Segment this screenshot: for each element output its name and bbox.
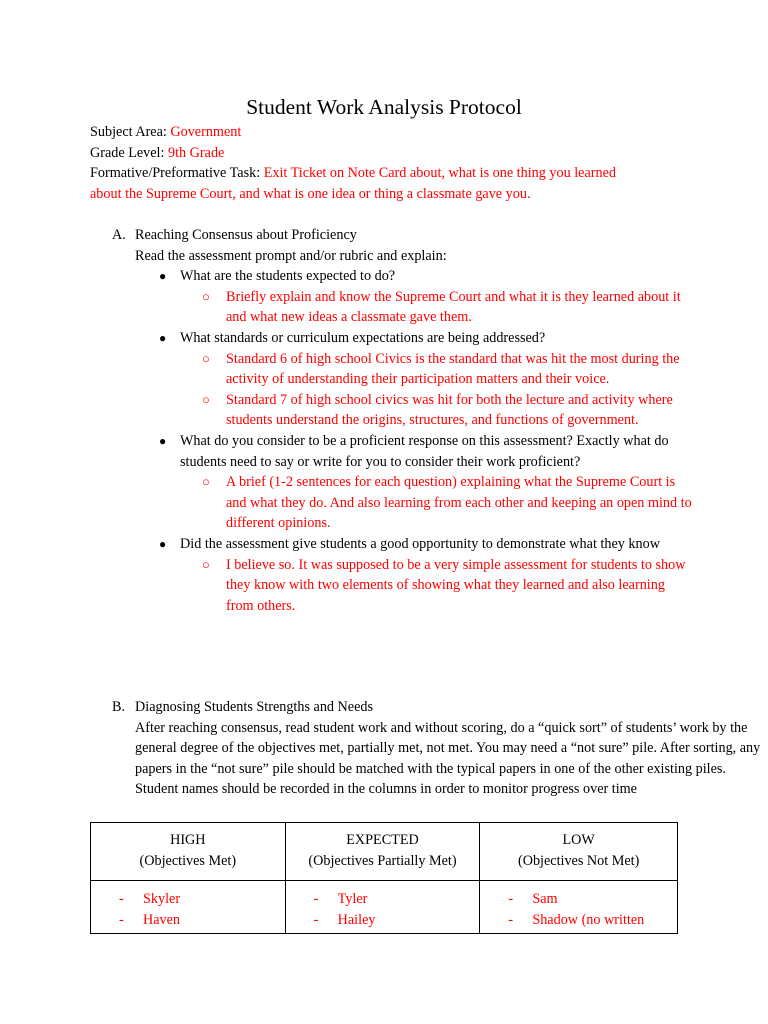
column-title: EXPECTED bbox=[346, 832, 419, 848]
answer-text: Standard 7 of high school civics was hit for both the lecture and activity where students understand the origins, structures, and functions of government. bbox=[226, 391, 673, 429]
names-cell-expected bbox=[285, 881, 480, 934]
question-bullet bbox=[112, 266, 692, 287]
section-letter: B. bbox=[112, 699, 126, 715]
table-names-row bbox=[91, 881, 678, 934]
page-title: Student Work Analysis Protocol bbox=[246, 95, 522, 119]
section-paragraph: After reaching consensus, read student work and without scoring, do a “quick sort” of students’ work by the general degree of the objectives met, partially met, not met. You may need a “not sure” pile. After sorting, any papers in the “not sure” pile should be matched with the typical papers in one of the other existing piles. Student names should be recorded in the columns in order to monitor progress over time bbox=[135, 719, 761, 798]
answer-bullet bbox=[112, 390, 692, 431]
table-header-row bbox=[91, 823, 678, 881]
task-value: Exit Ticket on Note Card about, what is one thing you learned bbox=[263, 165, 616, 182]
bullet-circle-icon: ○ bbox=[202, 288, 210, 304]
column-subtitle: (Objectives Partially Met) bbox=[308, 852, 457, 869]
question-text: What are the students expected to do? bbox=[180, 268, 396, 285]
student-name: - Skyler bbox=[119, 891, 181, 908]
section-reaching-consensus bbox=[112, 225, 692, 616]
grade-level-value: 9th Grade bbox=[168, 144, 225, 161]
question-bullet bbox=[112, 431, 692, 472]
answer-text: Briefly explain and know the Supreme Court and what it is they learned about it and what new ideas a classmate gave them. bbox=[226, 288, 681, 326]
question-text: Did the assessment give students a good opportunity to demonstrate what they know bbox=[180, 535, 660, 552]
student-name: - Tyler bbox=[313, 891, 368, 908]
answer-bullet bbox=[112, 555, 692, 617]
section-title: Diagnosing Students Strengths and Needs bbox=[135, 699, 374, 715]
column-title: LOW bbox=[562, 832, 595, 848]
answer-text: I believe so. It was supposed to be a very simple assessment for students to show they know with two elements of showing what they learned and also learning from others. bbox=[226, 556, 686, 614]
names-cell-low bbox=[480, 881, 678, 934]
task-value-continued: about the Supreme Court, and what is one idea or thing a classmate gave you. bbox=[90, 185, 531, 202]
section-intro: Read the assessment prompt and/or rubric and explain: bbox=[135, 247, 447, 264]
bullet-circle-icon: ○ bbox=[202, 556, 210, 572]
bullet-circle-icon: ○ bbox=[202, 391, 210, 407]
header-cell-expected bbox=[285, 823, 480, 881]
question-bullet bbox=[112, 534, 692, 555]
header-cell-low bbox=[480, 823, 678, 881]
section-heading bbox=[112, 697, 762, 718]
grade-level-line bbox=[90, 143, 690, 164]
bullet-dot-icon: ● bbox=[159, 269, 167, 284]
bullet-circle-icon: ○ bbox=[202, 350, 210, 366]
bullet-dot-icon: ● bbox=[159, 330, 167, 345]
header-cell-high bbox=[91, 823, 286, 881]
student-name: - Sam bbox=[508, 891, 558, 908]
answer-bullet bbox=[112, 472, 692, 534]
column-subtitle: (Objectives Met) bbox=[139, 852, 237, 869]
task-line bbox=[90, 163, 690, 184]
bullet-dot-icon: ● bbox=[159, 536, 167, 551]
student-name: - Haven bbox=[119, 911, 181, 928]
sort-table bbox=[90, 822, 678, 934]
task-label: Formative/Preformative Task: bbox=[90, 165, 261, 182]
answer-text: A brief (1-2 sentences for each question) explaining what the Supreme Court is and what they do. And also learning from each other and keeping an open mind to different opinions. bbox=[226, 474, 692, 532]
student-name: - Hailey bbox=[313, 911, 376, 928]
answer-bullet bbox=[112, 349, 692, 390]
answer-bullet bbox=[112, 287, 692, 328]
question-text: What do you consider to be a proficient response on this assessment? Exactly what do students need to say or write for you to consider their work proficient? bbox=[180, 432, 669, 470]
column-subtitle: (Objectives Not Met) bbox=[517, 852, 640, 869]
question-text: What standards or curriculum expectations are being addressed? bbox=[180, 329, 546, 346]
section-letter: A. bbox=[112, 227, 126, 243]
bullet-dot-icon: ● bbox=[159, 433, 167, 448]
student-name: - Shadow (no written bbox=[508, 911, 645, 928]
names-cell-high bbox=[91, 881, 286, 934]
section-heading bbox=[112, 225, 692, 246]
question-list bbox=[112, 266, 692, 616]
section-diagnosing bbox=[112, 697, 762, 800]
column-title: HIGH bbox=[170, 832, 206, 848]
meta-block bbox=[90, 122, 690, 204]
subject-area-line bbox=[90, 122, 690, 143]
question-bullet bbox=[112, 328, 692, 349]
answer-text: Standard 6 of high school Civics is the standard that was hit the most during the activity of understanding their participation matters and their voice. bbox=[226, 350, 680, 388]
section-title: Reaching Consensus about Proficiency bbox=[135, 227, 357, 243]
subject-area-label: Subject Area: bbox=[90, 124, 167, 140]
bullet-circle-icon: ○ bbox=[202, 474, 210, 490]
subject-area-value: Government bbox=[170, 124, 242, 140]
grade-level-label: Grade Level: bbox=[90, 144, 165, 161]
